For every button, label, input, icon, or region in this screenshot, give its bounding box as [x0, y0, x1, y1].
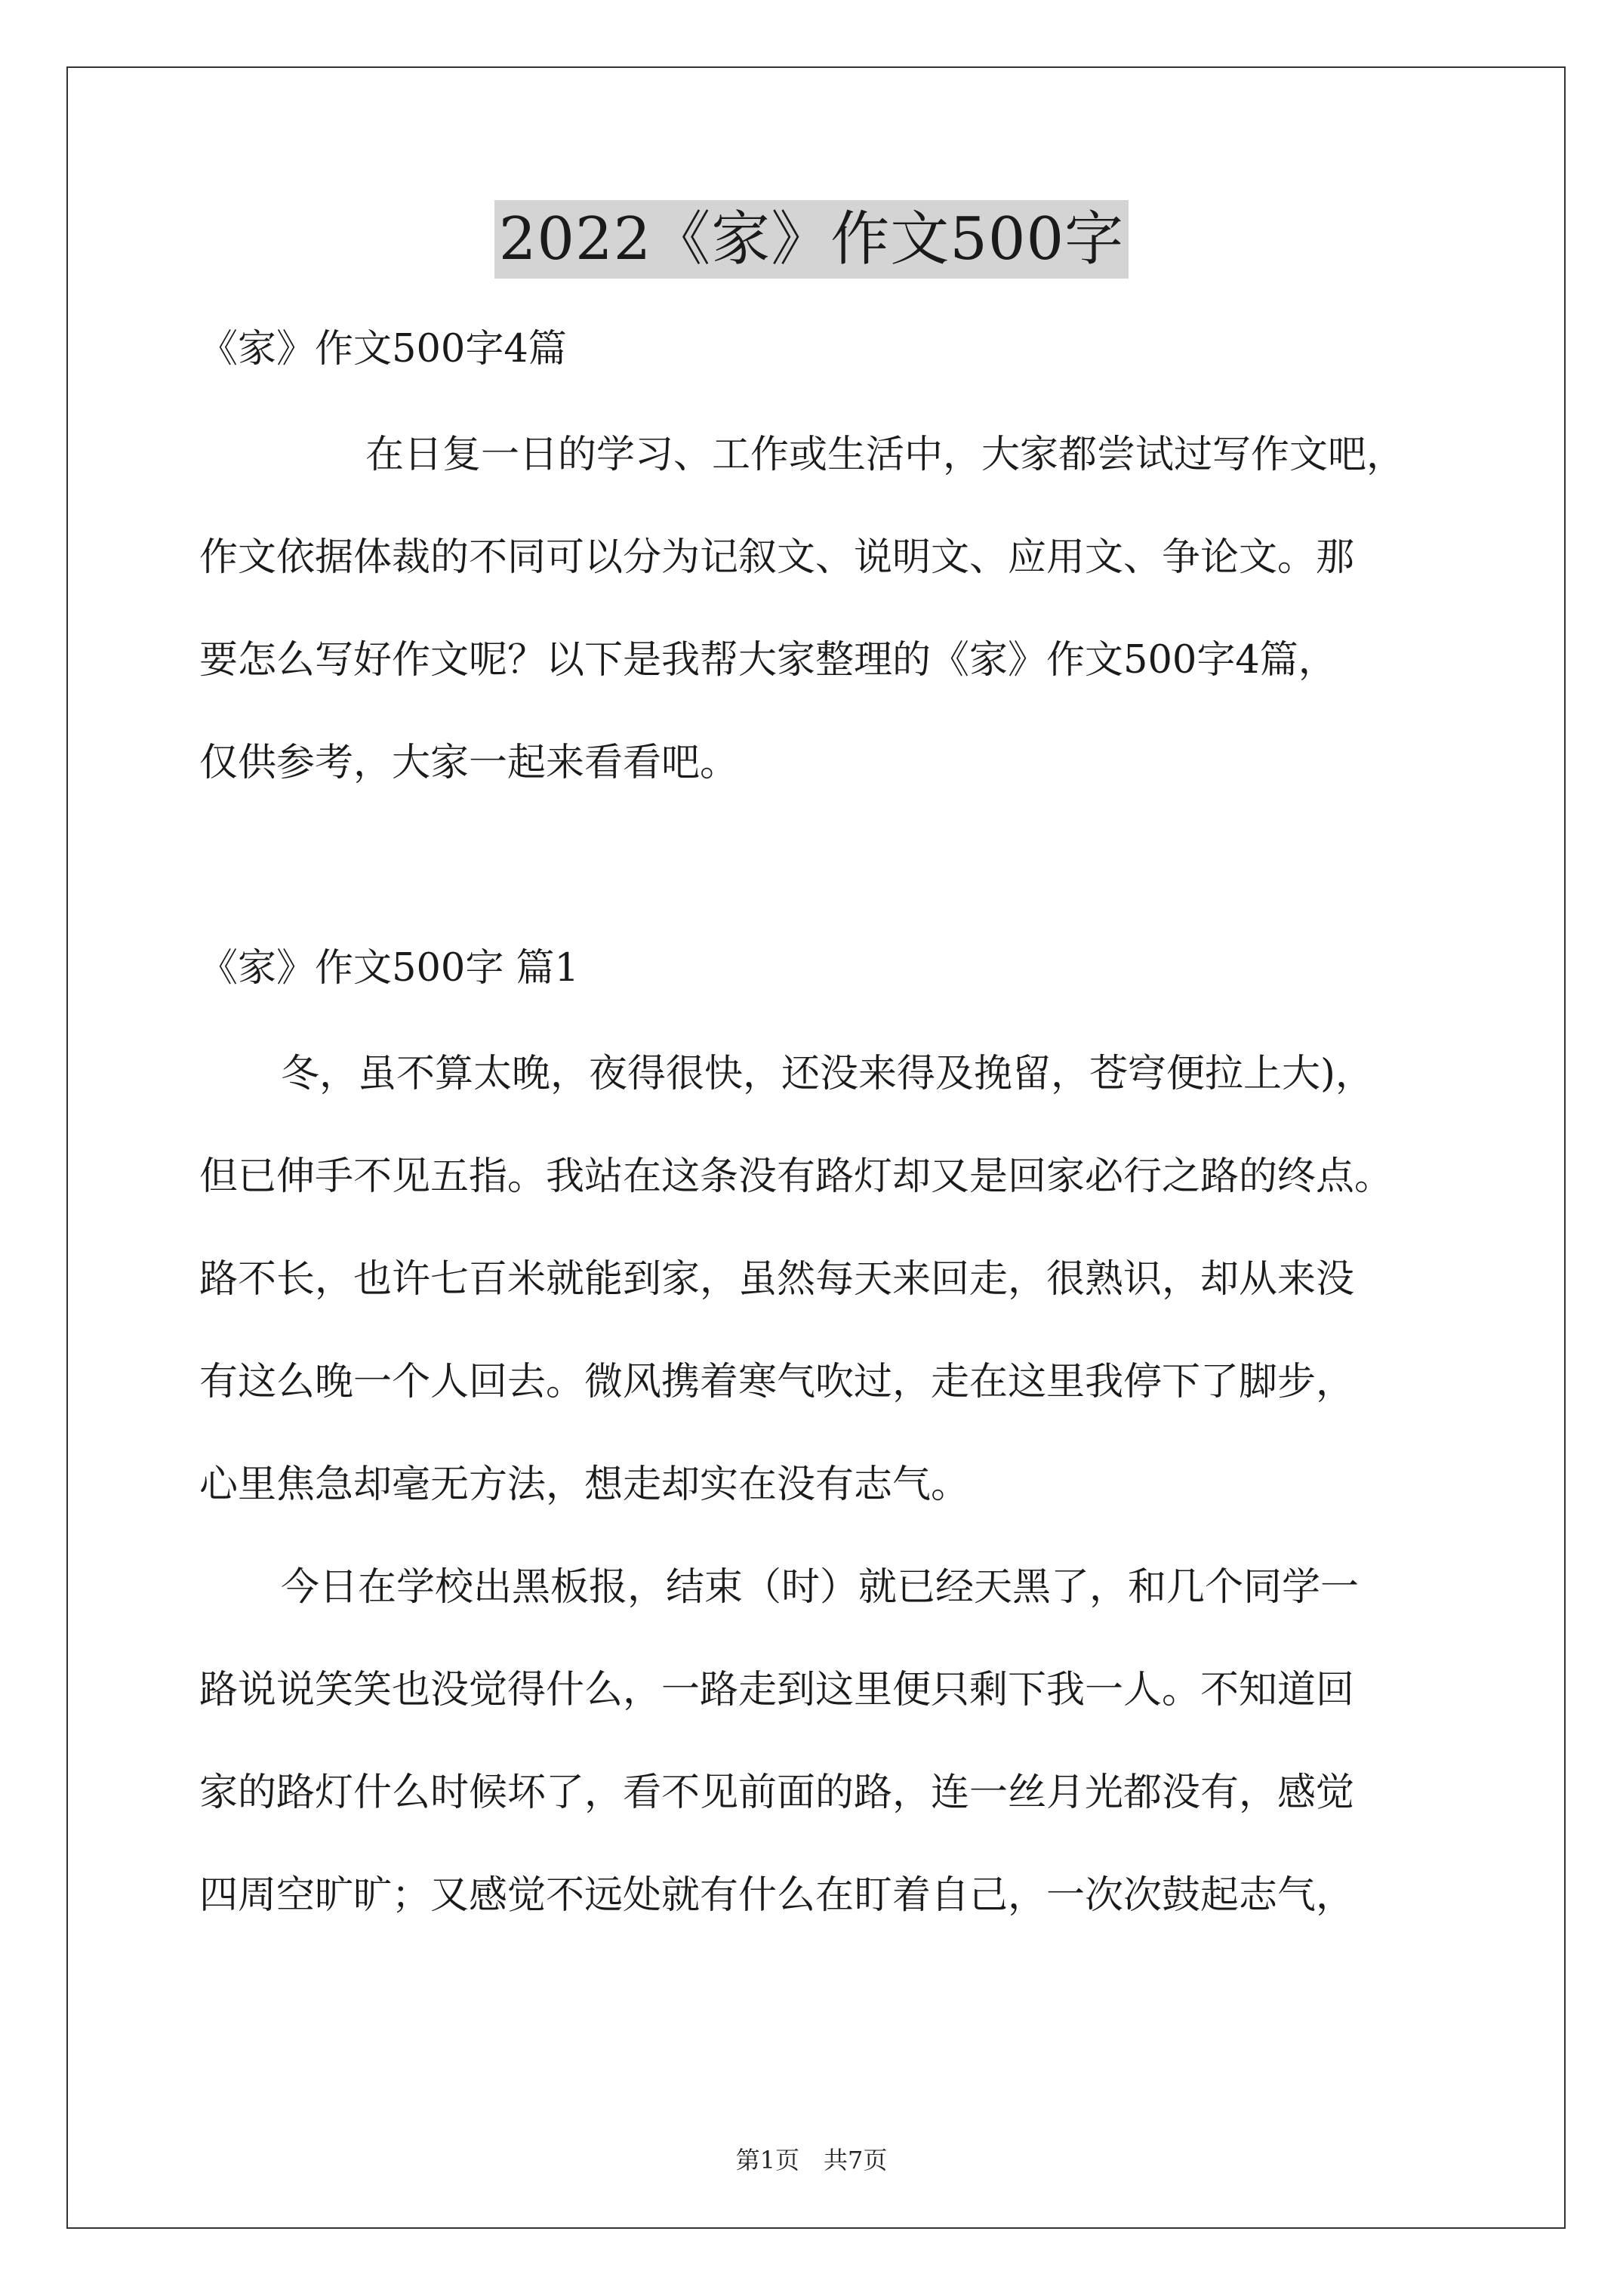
intro-line: 作文依据体裁的不同可以分为记叙文、说明文、应用文、争论文。那: [199, 535, 1355, 580]
intro-line: 要怎么写好作文呢？以下是我帮大家整理的《家》作文500字4篇，: [199, 638, 1337, 683]
title-container: [0, 200, 1623, 279]
paragraph-line: 有这么晚一个人回去。微风携着寒气吹过，走在这里我停下了脚步，: [199, 1360, 1355, 1404]
paragraph-line: 冬，虽不算太晚，夜得很快，还没来得及挽留，苍穹便拉上大)，: [281, 1052, 1374, 1096]
intro-line: 在日复一日的学习、工作或生活中，大家都尝试过写作文吧，: [365, 433, 1406, 477]
page-footer: 第1页 共7页: [735, 2146, 888, 2174]
paragraph-line: 路不长，也许七百米就能到家，虽然每天来回走，很熟识，却从来没: [199, 1257, 1355, 1302]
paragraph-line: 四周空旷旷；又感觉不远处就有什么在盯着自己，一次次鼓起志气，: [199, 1873, 1355, 1918]
paragraph-line: 家的路灯什么时候坏了，看不见前面的路，连一丝月光都没有，感觉: [199, 1771, 1355, 1815]
paragraph-line: 心里焦急却毫无方法，想走却实在没有志气。: [199, 1462, 970, 1507]
document-title: 2022《家》作文500字: [494, 200, 1129, 279]
paragraph-line: 但已伸手不见五指。我站在这条没有路灯却又是回家必行之路的终点。: [199, 1154, 1394, 1199]
paragraph-line: 今日在学校出黑板报，结束（时）就已经天黑了，和几个同学一: [281, 1565, 1360, 1610]
subtitle: 《家》作文500字4篇: [199, 327, 567, 371]
section-heading: 《家》作文500字 篇1: [199, 946, 580, 991]
paragraph-line: 路说说笑笑也没觉得什么，一路走到这里便只剩下我一人。不知道回: [199, 1668, 1355, 1712]
intro-line: 仅供参考，大家一起来看看吧。: [199, 741, 739, 785]
